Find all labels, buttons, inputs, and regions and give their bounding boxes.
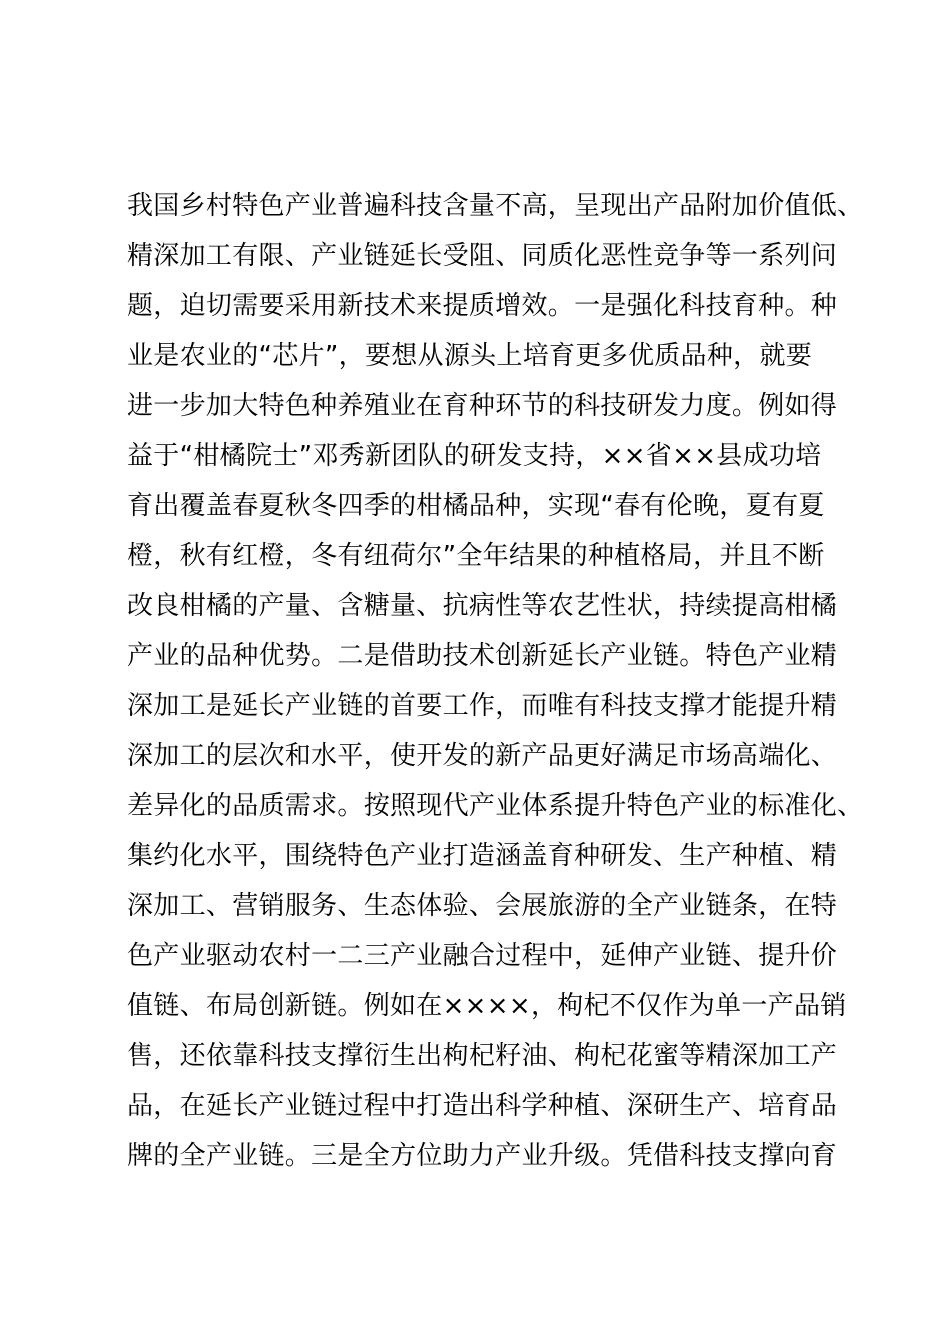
text-line: 进一步加大特色种养殖业在育种环节的科技研发力度。例如得	[127, 391, 838, 421]
text-line: 牌的全产业链。三是全方位助力产业升级。凭借科技支撑向育	[127, 1141, 838, 1171]
body-paragraph	[127, 181, 864, 1181]
text-line: 差异化的品质需求。按照现代产业体系提升特色产业的标准化、	[127, 791, 864, 821]
text-line: 深加工的层次和水平，使开发的新产品更好满足市场高端化、	[127, 741, 838, 771]
text-line: 售，还依靠科技支撑衍生出枸杞籽油、枸杞花蜜等精深加工产	[127, 1041, 838, 1071]
text-line: 深加工是延长产业链的首要工作，而唯有科技支撑才能提升精	[127, 691, 838, 721]
text-line: 改良柑橘的产量、含糖量、抗病性等农艺性状，持续提高柑橘	[127, 591, 838, 621]
text-line: 品，在延长产业链过程中打造出科学种植、深研生产、培育品	[127, 1091, 838, 1121]
text-line: 集约化水平，围绕特色产业打造涵盖育种研发、生产种植、精	[127, 841, 838, 871]
text-line: 色产业驱动农村一二三产业融合过程中，延伸产业链、提升价	[127, 941, 838, 971]
text-line: 橙，秋有红橙，冬有纽荷尔”全年结果的种植格局，并且不断	[127, 541, 825, 571]
text-line: 益于“柑橘院士”邓秀新团队的研发支持，××省××县成功培	[127, 441, 822, 471]
text-line: 深加工、营销服务、生态体验、会展旅游的全产业链条，在特	[127, 891, 838, 921]
text-line: 产业的品种优势。二是借助技术创新延长产业链。特色产业精	[127, 641, 838, 671]
text-line: 育出覆盖春夏秋冬四季的柑橘品种，实现“春有伦晚，夏有夏	[127, 491, 825, 521]
text-line: 题，迫切需要采用新技术来提质增效。一是强化科技育种。种	[127, 291, 838, 321]
text-line: 业是农业的“芯片”，要想从源头上培育更多优质品种，就要	[127, 341, 813, 371]
text-line: 精深加工有限、产业链延长受阻、同质化恶性竞争等一系列问	[127, 241, 838, 271]
text-line: 我国乡村特色产业普遍科技含量不高，呈现出产品附加价值低、	[127, 191, 864, 221]
text-line: 值链、布局创新链。例如在××××，枸杞不仅作为单一产品销	[127, 991, 847, 1021]
